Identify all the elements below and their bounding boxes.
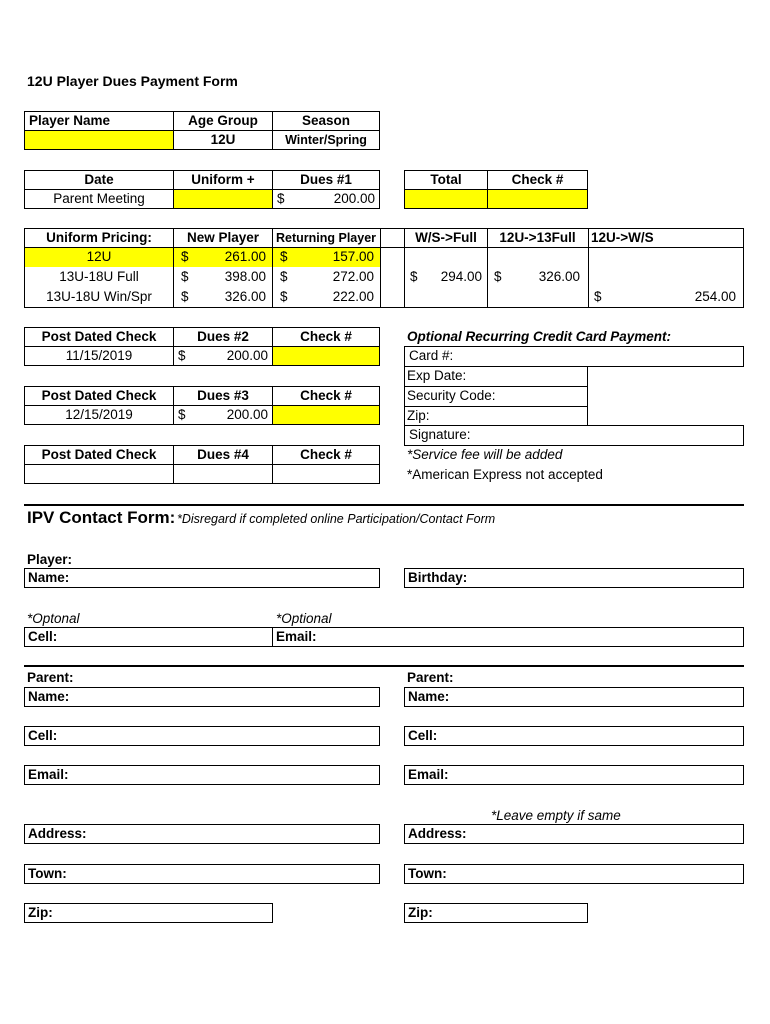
player-heading: Player: bbox=[27, 552, 73, 567]
returning-amount: 157.00 bbox=[332, 249, 374, 264]
pricing-row-label: 13U-18U Win/Spr bbox=[46, 289, 152, 304]
date-value: Parent Meeting bbox=[24, 189, 174, 209]
contact-form-title: IPV Contact Form: bbox=[27, 508, 176, 527]
player-name-field[interactable] bbox=[24, 130, 174, 150]
parent1-cell-input[interactable]: Cell: bbox=[24, 726, 380, 746]
new-amount: 261.00 bbox=[224, 249, 266, 264]
signature-field[interactable]: Signature: bbox=[404, 425, 744, 446]
ws-full-amount: 294.00 bbox=[440, 269, 482, 284]
exp-date-field[interactable]: Exp Date: bbox=[407, 368, 467, 383]
uniform-field[interactable] bbox=[173, 189, 273, 209]
age-group-value: 12U bbox=[173, 130, 273, 150]
total-header: Total bbox=[404, 170, 488, 190]
u12-13full-amount: 326.00 bbox=[538, 269, 580, 284]
dues1-value bbox=[272, 189, 380, 209]
u12-ws-amount: 254.00 bbox=[694, 289, 736, 304]
parent2-name-input[interactable]: Name: bbox=[404, 687, 744, 707]
dues1-currency: $ bbox=[277, 191, 285, 206]
dues-header: Dues #2 bbox=[173, 327, 273, 347]
total-field[interactable] bbox=[404, 189, 488, 209]
parent1-email-input[interactable]: Email: bbox=[24, 765, 380, 785]
new-amount: 326.00 bbox=[224, 289, 266, 304]
post-dated-date: 11/15/2019 bbox=[24, 346, 174, 366]
dues-value bbox=[173, 346, 273, 366]
dues-amount: 200.00 bbox=[226, 407, 268, 422]
post-dated-date: 12/15/2019 bbox=[24, 405, 174, 425]
new-currency: $ bbox=[181, 289, 189, 304]
ws-full-header: W/S->Full bbox=[415, 230, 477, 245]
birthday-input[interactable]: Birthday: bbox=[404, 568, 744, 588]
dues-value bbox=[173, 405, 273, 425]
check-header: Check # bbox=[487, 170, 588, 190]
u12-13full-header: 12U->13Full bbox=[499, 230, 576, 245]
amex-note: *American Express not accepted bbox=[407, 467, 603, 482]
parent1-name-input[interactable]: Name: bbox=[24, 687, 380, 707]
u12-ws-currency: $ bbox=[594, 289, 602, 304]
dues1-amount: 200.00 bbox=[333, 191, 375, 206]
u12-ws-header: 12U->W/S bbox=[591, 230, 654, 245]
uniform-header: Uniform + bbox=[173, 170, 273, 190]
new-currency: $ bbox=[181, 249, 189, 264]
service-fee-note: *Service fee will be added bbox=[407, 447, 563, 462]
parent-heading: Parent: bbox=[27, 670, 74, 685]
returning-currency: $ bbox=[280, 249, 288, 264]
new-amount: 398.00 bbox=[224, 269, 266, 284]
player-email-input[interactable]: Email: bbox=[272, 627, 744, 647]
parent2-town-input[interactable]: Town: bbox=[404, 864, 744, 884]
returning-player-header: Returning Player bbox=[275, 231, 377, 245]
parent2-email-input[interactable]: Email: bbox=[404, 765, 744, 785]
returning-amount: 222.00 bbox=[332, 289, 374, 304]
post-dated-check-header: Post Dated Check bbox=[24, 445, 174, 465]
parent1-zip-input[interactable]: Zip: bbox=[24, 903, 273, 923]
section-divider bbox=[24, 504, 744, 506]
section-divider bbox=[24, 665, 744, 667]
dues-currency: $ bbox=[178, 348, 186, 363]
dues-header: Dues #3 bbox=[173, 386, 273, 406]
season-header: Season bbox=[272, 111, 380, 131]
check-no-header: Check # bbox=[272, 445, 380, 465]
age-group-header: Age Group bbox=[173, 111, 273, 131]
check-no-header: Check # bbox=[272, 386, 380, 406]
dues-field[interactable] bbox=[173, 464, 273, 484]
dues-currency: $ bbox=[178, 407, 186, 422]
u12-13full-currency: $ bbox=[494, 269, 502, 284]
dues1-header: Dues #1 bbox=[272, 170, 380, 190]
returning-amount: 272.00 bbox=[332, 269, 374, 284]
dues-amount: 200.00 bbox=[226, 348, 268, 363]
parent2-zip-input[interactable]: Zip: bbox=[404, 903, 588, 923]
returning-currency: $ bbox=[280, 289, 288, 304]
card-number-field[interactable]: Card #: bbox=[404, 346, 744, 367]
check-no-field[interactable] bbox=[272, 405, 380, 425]
player-name-header: Player Name bbox=[24, 111, 174, 131]
uniform-pricing-header: Uniform Pricing: bbox=[46, 230, 152, 245]
form-title: 12U Player Dues Payment Form bbox=[27, 73, 238, 89]
pricing-row-label: 12U bbox=[86, 249, 112, 264]
parent1-town-input[interactable]: Town: bbox=[24, 864, 380, 884]
parent1-address-input[interactable]: Address: bbox=[24, 824, 380, 844]
player-name-input[interactable]: Name: bbox=[24, 568, 380, 588]
security-code-field[interactable]: Security Code: bbox=[407, 388, 496, 403]
dues-header: Dues #4 bbox=[173, 445, 273, 465]
ws-full-currency: $ bbox=[410, 269, 418, 284]
date-header: Date bbox=[24, 170, 174, 190]
parent-heading: Parent: bbox=[407, 670, 454, 685]
optional-cell-note: *Optonal bbox=[27, 611, 80, 626]
check-no-header: Check # bbox=[272, 327, 380, 347]
disregard-note: *Disregard if completed online Participation/Contact Form bbox=[177, 512, 496, 526]
credit-card-title: Optional Recurring Credit Card Payment: bbox=[407, 329, 672, 344]
parent2-cell-input[interactable]: Cell: bbox=[404, 726, 744, 746]
check-field[interactable] bbox=[487, 189, 588, 209]
post-dated-check-header: Post Dated Check bbox=[24, 386, 174, 406]
returning-currency: $ bbox=[280, 269, 288, 284]
check-no-field[interactable] bbox=[272, 464, 380, 484]
card-zip-field[interactable]: Zip: bbox=[407, 408, 430, 423]
check-no-field[interactable] bbox=[272, 346, 380, 366]
new-currency: $ bbox=[181, 269, 189, 284]
post-dated-check-header: Post Dated Check bbox=[24, 327, 174, 347]
pricing-row-label: 13U-18U Full bbox=[59, 269, 139, 284]
season-value: Winter/Spring bbox=[272, 130, 380, 150]
parent2-address-input[interactable]: Address: bbox=[404, 824, 744, 844]
new-player-header: New Player bbox=[186, 230, 260, 245]
optional-email-note: *Optional bbox=[276, 611, 332, 626]
player-cell-input[interactable]: Cell: bbox=[24, 627, 273, 647]
leave-empty-note: *Leave empty if same bbox=[491, 808, 621, 823]
post-dated-date-field[interactable] bbox=[24, 464, 174, 484]
